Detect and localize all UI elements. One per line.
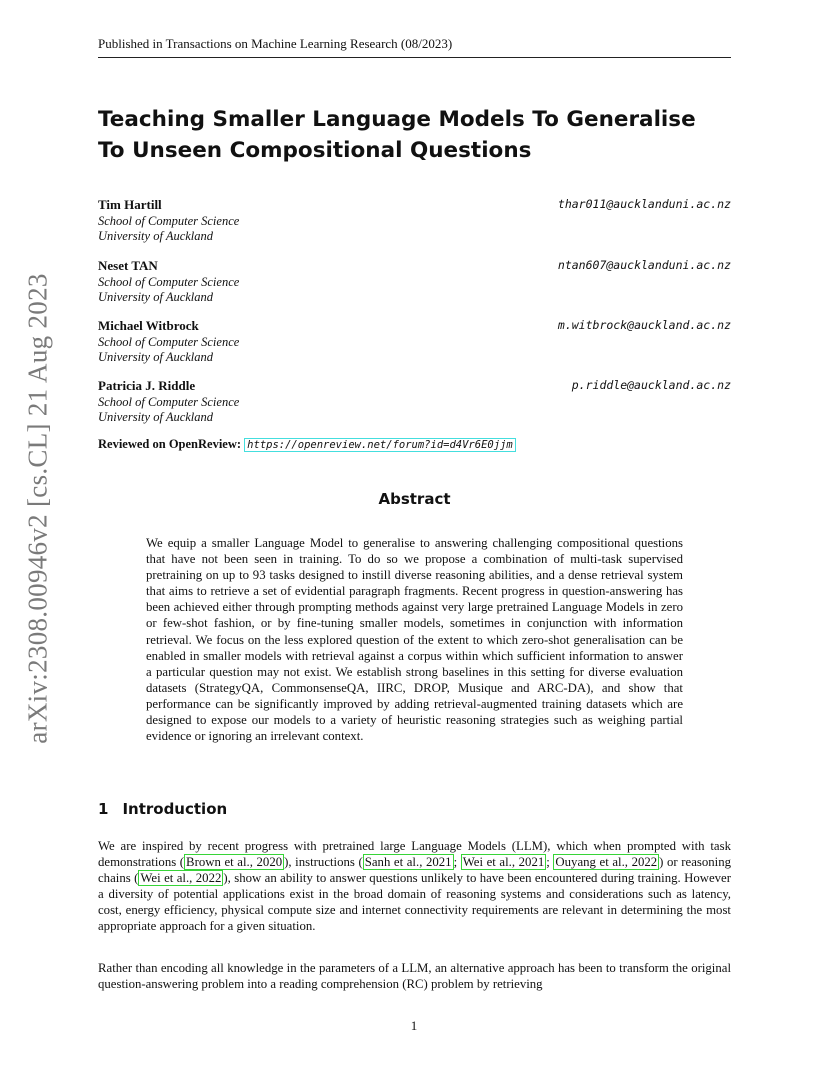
citation-separator: ; xyxy=(453,855,461,870)
author-block xyxy=(98,197,731,245)
citation-link[interactable]: Brown et al., 2020 xyxy=(186,855,283,870)
author-name: Patricia J. Riddle xyxy=(98,378,196,393)
title-line-1: Teaching Smaller Language Models To Generalise xyxy=(98,107,696,132)
author-block xyxy=(98,258,731,306)
citation-link[interactable]: Wei et al., 2021 xyxy=(462,855,545,870)
running-header: Published in Transactions on Machine Learning Research (08/2023) xyxy=(98,36,731,58)
author-block xyxy=(98,378,731,426)
author-university: University of Auckland xyxy=(98,350,214,364)
author-name: Tim Hartill xyxy=(98,197,162,212)
author-name: Michael Witbrock xyxy=(98,318,199,333)
paper-title xyxy=(98,104,698,166)
section-title: Introduction xyxy=(122,800,228,818)
section-number: 1 xyxy=(98,800,109,818)
abstract-heading: Abstract xyxy=(378,490,451,508)
openreview-label: Reviewed on OpenReview: xyxy=(98,437,242,451)
para-text: We are inspired by recent progress with pretrained large Language Models (LLM), which when prompted with task demonstrations ( xyxy=(98,839,731,870)
author-department: School of Computer Science xyxy=(98,213,240,228)
citation-link[interactable]: Sanh et al., 2021 xyxy=(364,855,452,870)
author-block xyxy=(98,318,731,366)
citation-separator: ; xyxy=(546,855,554,870)
section-heading-introduction xyxy=(98,800,227,818)
author-email[interactable]: p.riddle@auckland.ac.nz xyxy=(571,378,731,392)
author-email[interactable]: m.witbrock@auckland.ac.nz xyxy=(557,318,731,332)
para-text: ), instructions ( xyxy=(284,855,363,870)
author-university: University of Auckland xyxy=(98,229,214,243)
author-university: University of Auckland xyxy=(98,410,214,424)
introduction-paragraph-2: Rather than encoding all knowledge in the parameters of a LLM, an alternative approach has been to transform the original question-answering problem into a reading comprehension (RC) problem by retrieving xyxy=(98,961,731,992)
author-email[interactable]: ntan607@aucklanduni.ac.nz xyxy=(557,258,731,272)
author-email[interactable]: thar011@aucklanduni.ac.nz xyxy=(557,197,731,211)
author-department: School of Computer Science xyxy=(98,334,240,349)
openreview-link[interactable]: https://openreview.net/forum?id=d4Vr6E0jjm xyxy=(244,438,516,452)
para-text: ), show an ability to answer questions unlikely to have been encountered during training. However a diversity of potential applications exist in the broad domain of reasoning systems and considerations such as latency, cost, energy efficiency, physical compute size and internet connectivity requirements are relevant in determining the most appropriate approach for a given situation. xyxy=(98,871,731,934)
para-text: ) or reasoning chains ( xyxy=(98,855,732,886)
arxiv-stamp-text: arXiv:2308.00946v2 [cs.CL] 21 Aug 2023 xyxy=(22,272,53,744)
author-department: School of Computer Science xyxy=(98,394,240,409)
author-name: Neset TAN xyxy=(98,258,158,273)
author-university: University of Auckland xyxy=(98,290,214,304)
title-line-2: To Unseen Compositional Questions xyxy=(98,138,532,163)
arxiv-identifier-stamp xyxy=(18,272,58,744)
page-number: 1 xyxy=(410,1018,418,1033)
introduction-paragraph-1 xyxy=(98,838,731,935)
author-department: School of Computer Science xyxy=(98,274,240,289)
abstract-text: We equip a smaller Language Model to generalise to answering challenging compositional questions that have not been seen in training. To do so we propose a combination of multi-task supervised pretraining on up to 93 tasks designed to instill diverse reasoning abilities, and a dense retrieval system that aims to retrieve a set of evidential paragraph fragments. Recent progress in question-answering has been achieved either through prompting methods against very large pretrained Language Models in zero or few-shot fashion, or by fine-tuning smaller models, sometimes in conjunction with information retrieval. We focus on the less explored question of the extent to which zero-shot generalisation can be enabled in smaller models with retrieval against a corpus within which sufficient information to answer a particular question may not exist. We establish strong baselines in this setting for diverse evaluation datasets (StrategyQA, CommonsenseQA, IIRC, DROP, Musique and ARC-DA), and show that performance can be significantly improved by adding retrieval-augmented training datasets which are designed to expose our models to a variety of heuristic reasoning strategies such as weighing partial evidence or ignoring an irrelevant context. xyxy=(146,536,683,744)
citation-link[interactable]: Wei et al., 2022 xyxy=(140,871,222,886)
citation-link[interactable]: Ouyang et al., 2022 xyxy=(555,855,658,870)
openreview-line xyxy=(98,437,516,452)
